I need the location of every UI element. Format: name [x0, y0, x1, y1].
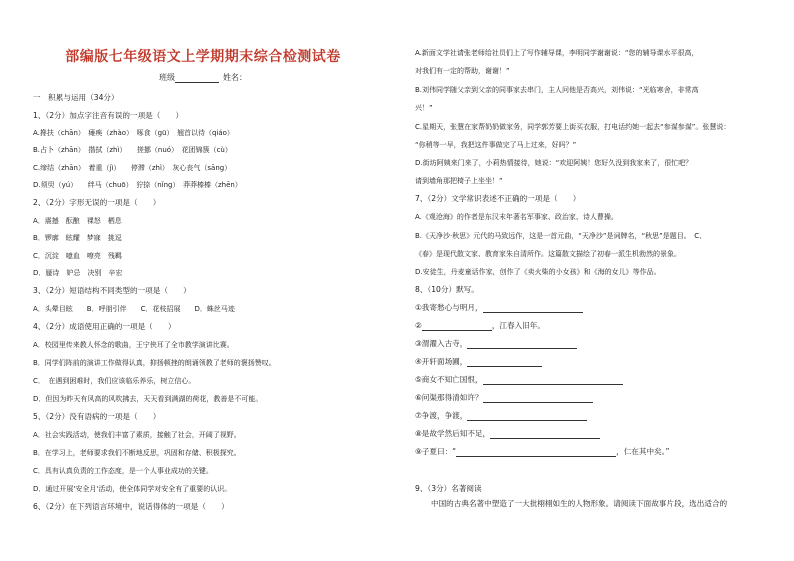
option-6c-line2: “你稍等一早，我把这件事做完了马上过来，好吗？” [415, 141, 577, 149]
student-info-line [33, 72, 373, 83]
dictation-3-blank[interactable] [467, 340, 577, 349]
option-2d: D．蜃诗 妒忌 决别 辛宏 [33, 269, 123, 277]
dictation-9-text-end: ，仁在其中矣。” [616, 447, 670, 456]
dictation-6-text: ⑥问渠那得清如许？ [415, 393, 483, 402]
question-6: 6、（2分）在下列语言环境中，说话得体的一项是（ ） [33, 502, 229, 511]
question-3: 3、（2分）短语结构不同类型的一项是（ ） [33, 286, 191, 295]
option-2b: B．锣廓 眩耀 梦寐 挑逗 [33, 234, 122, 242]
option-2c: C．沉淀 噫血 嘹亮 残羁 [33, 252, 122, 260]
option-6d-line2: 请到墙角那把椅子上坐坐！” [415, 177, 503, 185]
option-7c: 《春》是现代散文家、教育家朱自清所作。这篇散文描绘了初春一派生机勃然的景象。 [415, 250, 681, 258]
option-7b: B.《天净沙·秋思》元代的马致远作，这是一首元曲，“天净沙”是词牌名，“秋思”是题目。 C、 [415, 232, 707, 240]
dictation-4-blank[interactable] [467, 358, 542, 367]
dictation-4-text: ④开轩面场圃， [415, 357, 468, 366]
dictation-6-blank[interactable] [483, 394, 593, 403]
dictation-6 [415, 393, 593, 403]
dictation-2-text: ② [415, 321, 422, 330]
question-4: 4、（2分）成语使用正确的一项是（ ） [33, 322, 176, 331]
dictation-7-blank[interactable] [467, 412, 587, 421]
dictation-9 [415, 447, 669, 457]
option-6d-line1: D.街坊阿姨来门来了，小莉热情接待，她说：“欢迎阿姨！您好久没到我家来了，很忙吧？ [415, 159, 693, 167]
option-7a: A.《观沧海》的作者是东汉末年著名军事家、政治家、诗人曹操。 [415, 213, 618, 221]
question-7: 7、（2分）文学常识表述不正确的一项是（ ） [415, 194, 581, 203]
option-7d: D.安徒生，丹麦童话作家，创作了《卖火柴的小女孩》和《海的女儿》等作品。 [415, 268, 661, 276]
section-heading: 一 积累与运用（34分） [33, 93, 119, 102]
dictation-8-blank[interactable] [490, 430, 600, 439]
option-5a: A．社会实践活动，使我们丰富了素质，接触了社会，开阔了视野。 [33, 431, 241, 439]
option-5b: B．在学习上，老师要求我们不断地反思，巩固和存储、积极探究。 [33, 449, 241, 457]
option-6b-line1: B.刘伟同学随父亲到父亲的同事家去串门，主人问他是否高兴，刘伟说：“光临寒舍，非常高 [415, 86, 699, 94]
class-blank[interactable] [175, 74, 219, 83]
left-column [33, 0, 373, 561]
option-1b: B.占卜（zhān） 揩拭（zhì） 搓挪（nuó） 花团锦簇（cù） [33, 146, 232, 154]
question-9-intro: 中国的古典名著中塑造了一大批栩栩如生的人物形象。请阅读下面故事片段，选出适合的 [431, 499, 728, 508]
dictation-7 [415, 411, 587, 421]
right-column [415, 0, 770, 561]
dictation-5 [415, 375, 623, 385]
dictation-5-blank[interactable] [483, 376, 623, 385]
dictation-4 [415, 357, 542, 367]
dictation-9-text: ⑨子夏曰：“ [415, 447, 457, 456]
dictation-1-text: ①我寄愁心与明月， [415, 303, 483, 312]
option-6a-line1: A.新面文学社请张老师给社员们上了写作辅导课，李明同学谢谢说：“您的辅导课水平很高， [415, 49, 699, 57]
option-4b: B．同学们阵前的演讲工作做得认真，抑扬顿挫的朗诵领教了老师的褒扬赞叹。 [33, 359, 276, 367]
dictation-9-blank[interactable] [456, 448, 616, 457]
option-6c-line1: C.星期天，张慧在家帮奶奶做家务，同学郭芳要上街买衣服，打电话约她一起去“参谋参谋”。张慧说： [415, 123, 731, 131]
dictation-5-text: ⑤商女不知亡国恨， [415, 375, 483, 384]
dictation-1 [415, 303, 583, 313]
option-1d: D.须臾（yú） 绊马（chuō） 狞捺（nǐng） 莽莽榛榛（zhēn） [33, 181, 242, 189]
dictation-7-text: ⑦争渡，争渡， [415, 411, 468, 420]
option-6b-line2: 兴！” [415, 104, 433, 112]
option-5c: C．具有认真负责的工作态度，是一个人事业成功的关键。 [33, 467, 213, 475]
option-1c: C.缔结（zhān） 着重（jì） 停滞（zhì） 灰心丧气（sāng） [33, 164, 232, 172]
dictation-2 [415, 321, 545, 331]
question-1: 1、（2分）加点字注音有误的一项是（ ） [33, 111, 184, 120]
dictation-8-text: ⑧是故学然后知不足， [415, 429, 491, 438]
dictation-2-blank[interactable] [422, 322, 492, 331]
name-label: 姓名： [223, 73, 247, 82]
question-2: 2、（2分）字形无误的一项是（ ） [33, 198, 161, 207]
question-9: 9、（3分）名著阅读 [415, 484, 482, 493]
option-4c: C． 在遇到困难时，我们应该临乐养乐，树立信心。 [33, 377, 196, 385]
dictation-3 [415, 339, 577, 349]
option-5d: D．通过开展'安全月'活动，使全体同学对安全有了重要的认识。 [33, 485, 232, 493]
option-4d: D．但因为昨天有风高的风吹拂去，天天看到满湖的荷花，教善是不可能。 [33, 395, 263, 403]
dictation-1-blank[interactable] [483, 304, 583, 313]
dictation-8 [415, 429, 600, 439]
question-5: 5、（2分）没有语病的一项是（ ） [33, 412, 161, 421]
option-1a: A.搀扶（chān） 瘫痪（zhào） 啄食（gū） 翘首以待（qiáo） [33, 129, 234, 137]
option-6a-line2: 对我们有一定的帮助，谢谢！” [415, 67, 510, 75]
option-4a: A．校园里传来教人怀念的歌曲，王宁侠耳了全市教学演讲比赛。 [33, 341, 234, 349]
options-3: A．头晕目眩 B．呼朋引伴 C．花枝招展 D．蛛丝马迹 [33, 305, 235, 313]
option-2a: A．震撼 酝酿 裸怒 栖息 [33, 217, 122, 225]
class-label: 班级 [159, 73, 175, 82]
question-8: 8、（10分）默写。 [415, 285, 479, 294]
dictation-3-text: ③渭濯入古寺， [415, 339, 468, 348]
dictation-2-text-end: ，江春入旧年。 [491, 321, 545, 330]
page-title: 部编版七年级语文上学期期末综合检测试卷 [65, 49, 341, 65]
